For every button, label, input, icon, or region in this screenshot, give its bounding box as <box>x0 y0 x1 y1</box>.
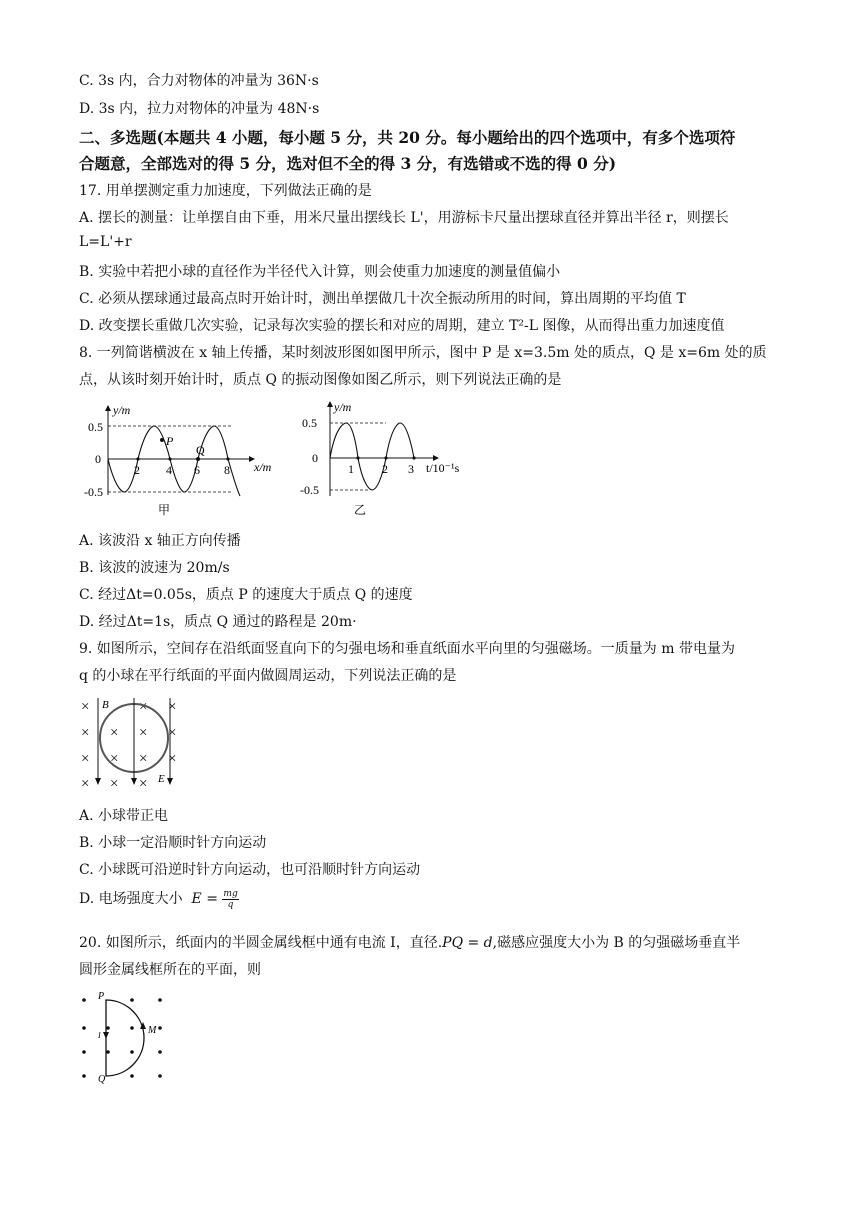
field-circle-figure <box>78 694 190 792</box>
q19-formula-denominator: q <box>227 899 234 910</box>
svg-text:×: × <box>81 776 90 792</box>
svg-text:×: × <box>110 725 119 741</box>
vibration-dot-2 <box>384 456 387 459</box>
q20-stem-text-b: ,磁感应强度大小为 B 的匀强磁场垂直半 <box>492 935 741 951</box>
wave-point-q <box>196 457 200 461</box>
q19-option-d <box>79 888 239 910</box>
frame-label-p: P <box>98 991 105 1002</box>
current-arrow-left <box>103 1032 109 1039</box>
svg-text:×: × <box>139 699 148 715</box>
q19-formula-lhs: E = <box>191 891 218 907</box>
frame-label-m: M <box>148 1025 157 1036</box>
q17-option-d: D. 改变摆长重做几次实验，记录每次实验的摆长和对应的周期，建立 T²-L 图像，从而得出重力加速度值 <box>79 318 725 334</box>
wave-xtick-6: 6 <box>194 463 200 477</box>
q16-option-d: D. 3s 内，拉力对物体的冲量为 48N·s <box>79 101 320 117</box>
q17-option-a: A. 摆长的测量：让单摆自由下垂，用米尺量出摆线长 L'，用游标卡尺量出摆球直径并算出半径 r，则摆长 <box>79 210 729 226</box>
wave-ytick-bottom: -0.5 <box>84 485 103 499</box>
wave-graph-figure <box>78 400 288 520</box>
q20-stem-text-a: 20. 如图所示，纸面内的半圆金属线框中通有电流 I，直径. <box>79 935 443 951</box>
q20-stem-line1 <box>79 932 740 952</box>
wave-y-label: y/m <box>113 403 131 417</box>
vibration-xtick-2: 2 <box>382 462 388 476</box>
wave-caption: 甲 <box>158 503 171 517</box>
vibration-ytick-top: 0.5 <box>302 416 317 430</box>
wave-curve <box>108 426 240 496</box>
vibration-x-label: t/10⁻¹s <box>426 461 460 475</box>
q19-stem-line1: 9. 如图所示，空间存在沿纸面竖直向下的匀强电场和垂直纸面水平向里的匀强磁场。一质量为 m 带电量为 <box>79 641 735 657</box>
svg-text:×: × <box>110 751 119 767</box>
q18-stem-line1: 8. 一列简谐横波在 x 轴上传播，某时刻波形图如图甲所示，图中 P 是 x=3.5m 处的质点，Q 是 x=6m 处的质 <box>79 345 767 361</box>
wave-dot-8 <box>226 457 229 460</box>
wave-x-label: x/m <box>254 460 272 474</box>
q17-option-c: C. 必须从摆球通过最高点时开始计时，测出单摆做几十次全振动所用的时间，算出周期的平均值 T <box>79 291 686 307</box>
vibration-curve <box>330 423 414 490</box>
svg-text:×: × <box>168 751 177 767</box>
q17-stem: 17. 用单摆测定重力加速度，下列做法正确的是 <box>79 183 372 199</box>
q20-stem-math: PQ = d <box>442 935 493 951</box>
vibration-xtick-3: 3 <box>408 462 414 476</box>
q18-stem-line2: 点，从该时刻开始计时，质点 Q 的振动图像如图乙所示，则下列说法正确的是 <box>79 372 562 388</box>
wave-xtick-8: 8 <box>224 463 230 477</box>
frame-label-i: I <box>98 1031 101 1040</box>
wave-label-p: P <box>166 434 174 448</box>
semicircle-frame <box>106 1000 144 1076</box>
frame-label-q: Q <box>98 1074 106 1084</box>
q19-option-b: B. 小球一定沿顺时针方向运动 <box>79 835 267 851</box>
field-label-b: B <box>102 699 109 711</box>
wave-xtick-4: 4 <box>166 463 172 477</box>
svg-text:×: × <box>139 776 148 792</box>
q17-option-a-cont: L=L'+r <box>79 234 132 250</box>
vibration-ytick-bottom: -0.5 <box>300 483 319 497</box>
svg-text:×: × <box>139 725 148 741</box>
svg-text:×: × <box>168 699 177 715</box>
q16-option-c: C. 3s 内，合力对物体的冲量为 36N·s <box>79 73 319 89</box>
section-header-line2: 合题意，全部选对的得 5 分，选对但不全的得 3 分，有选错或不选的得 0 分) <box>79 154 617 173</box>
q19-option-c: C. 小球既可沿逆时针方向运动，也可沿顺时针方向运动 <box>79 862 421 878</box>
vibration-xtick-1: 1 <box>348 462 354 476</box>
wave-point-p <box>160 438 164 442</box>
q18-option-d: D. 经过Δt=1s，质点 Q 通过的路程是 20m· <box>79 614 357 630</box>
q19-stem-line2: q 的小球在平行纸面的平面内做圆周运动，下列说法正确的是 <box>79 668 457 684</box>
wave-label-q: Q <box>196 443 205 457</box>
vibration-graph-figure <box>296 396 486 520</box>
q20-stem-line2: 圆形金属线框所在的平面，则 <box>79 962 261 978</box>
svg-text:×: × <box>81 751 90 767</box>
q19-option-d-text: D. 电场强度大小 <box>79 891 183 907</box>
vibration-y-label: y/m <box>334 400 352 414</box>
vibration-ytick-zero: 0 <box>312 451 318 465</box>
svg-text:×: × <box>81 725 90 741</box>
svg-text:×: × <box>81 699 90 715</box>
wave-ytick-zero: 0 <box>95 452 101 466</box>
wave-dot-4 <box>168 457 171 460</box>
vibration-dot-1 <box>356 456 359 459</box>
svg-text:×: × <box>139 751 148 767</box>
wave-xtick-2: 2 <box>134 463 140 477</box>
svg-text:×: × <box>168 725 177 741</box>
vibration-caption: 乙 <box>354 503 367 517</box>
q18-option-a: A. 该波沿 x 轴正方向传播 <box>79 533 241 549</box>
magnetic-field-dots <box>82 998 162 1078</box>
section-header-line1: 二、多选题(本题共 4 小题，每小题 5 分，共 20 分。每小题给出的四个选项中，有多个选项符 <box>79 128 736 147</box>
field-label-e: E <box>158 773 165 785</box>
q19-option-a: A. 小球带正电 <box>79 808 169 824</box>
svg-text:×: × <box>110 776 119 792</box>
vibration-dot-3 <box>412 456 415 459</box>
q19-formula-fraction <box>222 889 238 910</box>
q18-option-b: B. 该波的波速为 20m/s <box>79 560 230 576</box>
wave-dot-2 <box>136 457 139 460</box>
semicircle-frame-figure <box>74 988 174 1084</box>
q17-option-b: B. 实验中若把小球的直径作为半径代入计算，则会使重力加速度的测量值偏小 <box>79 264 561 280</box>
q18-option-c: C. 经过Δt=0.05s，质点 P 的速度大于质点 Q 的速度 <box>79 587 413 603</box>
wave-ytick-top: 0.5 <box>88 420 103 434</box>
q19-formula-numerator: mg <box>223 888 238 899</box>
